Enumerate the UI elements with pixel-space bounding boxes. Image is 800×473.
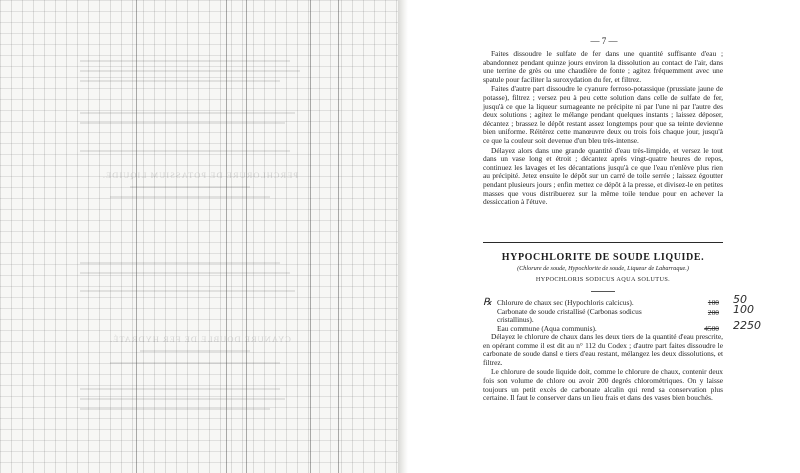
section-synonyms: (Chlorure de soude, Hypochlorite de soude, Liqueur de Labarraque.) (517, 265, 689, 272)
ledger-rule (338, 0, 339, 473)
show-through-line (80, 112, 295, 114)
paragraph: Délayez le chlorure de chaux dans les deux tiers de la quantité d'eau prescrite, en opérant comme il est dit au n° 112 du Codex ; d'autre part faites dissoudre le carbonate de soude dansl e tiers d'eau restant, mélangez les deux dissolutions, et filtrez. (483, 332, 723, 367)
show-through-line (80, 70, 300, 72)
show-through-line (110, 196, 270, 198)
ingredient-qty-printed: 200 (707, 307, 719, 317)
paragraph: Le chlorure de soude liquide doit, comme le chlorure de chaux, contenir deux fois son volume de chlore ou avoir 200 degrés chlorométriques. On y laisse toujours un petit excès de carbonate alcalin qui rend sa conservation plus certaine. Il faut le conserver dans un lieu frais et dans des vases bien bouchés. (483, 367, 723, 403)
show-through-line (140, 350, 250, 352)
show-through-line (80, 150, 290, 152)
show-through-line (80, 408, 270, 410)
ingredient-name: Carbonate de soude cristallisé (Carbonas sodicus cristallinus). (497, 306, 642, 324)
ingredient-name: Chlorure de chaux sec (Hypochloris calcicus). (497, 298, 634, 307)
show-through-line (80, 398, 285, 400)
show-through-heading: PERCHLORURE DE POTASSIUM LIQUIDE. (101, 170, 299, 180)
recipe-symbol: ℞ (483, 297, 492, 308)
ingredient-name: Eau commune (Aqua communis). (497, 323, 597, 333)
top-text-block (483, 50, 723, 208)
ingredient-qty-handwritten: 100 (733, 302, 754, 316)
ingredient-qty-handwritten: 2250 (733, 318, 761, 332)
ingredient-qty-handwritten: 50 (733, 293, 747, 306)
show-through-line (80, 80, 280, 82)
show-through-heading: CYANURE DOUBLE DE FER HYDRATÉ. (109, 334, 291, 344)
ingredient-qty-printed: 100 (707, 298, 719, 307)
show-through-line (130, 186, 250, 188)
section-title: HYPOCHLORITE DE SOUDE LIQUIDE. (501, 252, 705, 263)
paragraph: Faites d'autre part dissoudre le cyanure ferroso-potassique (prussiate jaune de potasse), filtrez ; versez peu à peu cette solution dans celle de sulfate de fer, jusqu'à ce que la liqueur surnageante ne précipite ni par l'une ni par l'autre des deux solutions ; agitez le mélange pendant quelques instants ; laissez déposer, décantez ; brassez le dépôt restant assez longtemps pour que sa teinte devienne bien uniforme. Réitérez cette manœuvre deux ou trois fois chaque jour, jusqu'à ce que la couleur soit devenue d'un bleu très-intense. (483, 84, 723, 145)
book-gutter (398, 0, 408, 473)
show-through-line (110, 362, 280, 364)
ingredient-qty-printed: 4500 (704, 323, 719, 333)
ledger-rule (310, 0, 311, 473)
show-through-line (80, 262, 280, 264)
ornament-rule (591, 291, 615, 292)
show-through-line (80, 60, 290, 62)
show-through-line (80, 122, 285, 124)
section-latin-name: HYPOCHLORIS SODICUS AQUA SOLUTUS. (535, 276, 671, 283)
right-page (408, 0, 800, 473)
paragraph: Délayez alors dans une grande quantité d'eau très-limpide, et versez le tout dans un vase long et étroit ; décantez après vingt-quatre heures de repos, continuez les lavages et les décantations jusqu'à ce que l'eau n'enlève plus rien au précipité. Jetez ensuite le dépôt sur un carré de toile serrée ; laissez égoutter pendant plusieurs jours ; enfin mettez ce dépôt à la presse, et divisez-le en petites masses que vous distribuerez sur la même toile tendue pour en achever la dessiccation à l'étuve. (483, 145, 723, 207)
show-through-line (80, 388, 280, 390)
paragraph: Faites dissoudre le sulfate de fer dans une quantité suffisante d'eau ; abandonnez pendant quinze jours environ la dissolution au contact de l'air, dans une terrine de grès ou une chaudière de fonte ; agitez fréquemment avec une spatule pour faciliter la suroxydation du fer, et filtrez. (483, 49, 723, 84)
recipe-block (483, 293, 761, 333)
page-number: — 7 — (590, 36, 618, 46)
show-through-line (80, 272, 290, 274)
bottom-text-block (483, 333, 723, 404)
show-through-line (80, 290, 295, 292)
section-divider (483, 242, 723, 243)
